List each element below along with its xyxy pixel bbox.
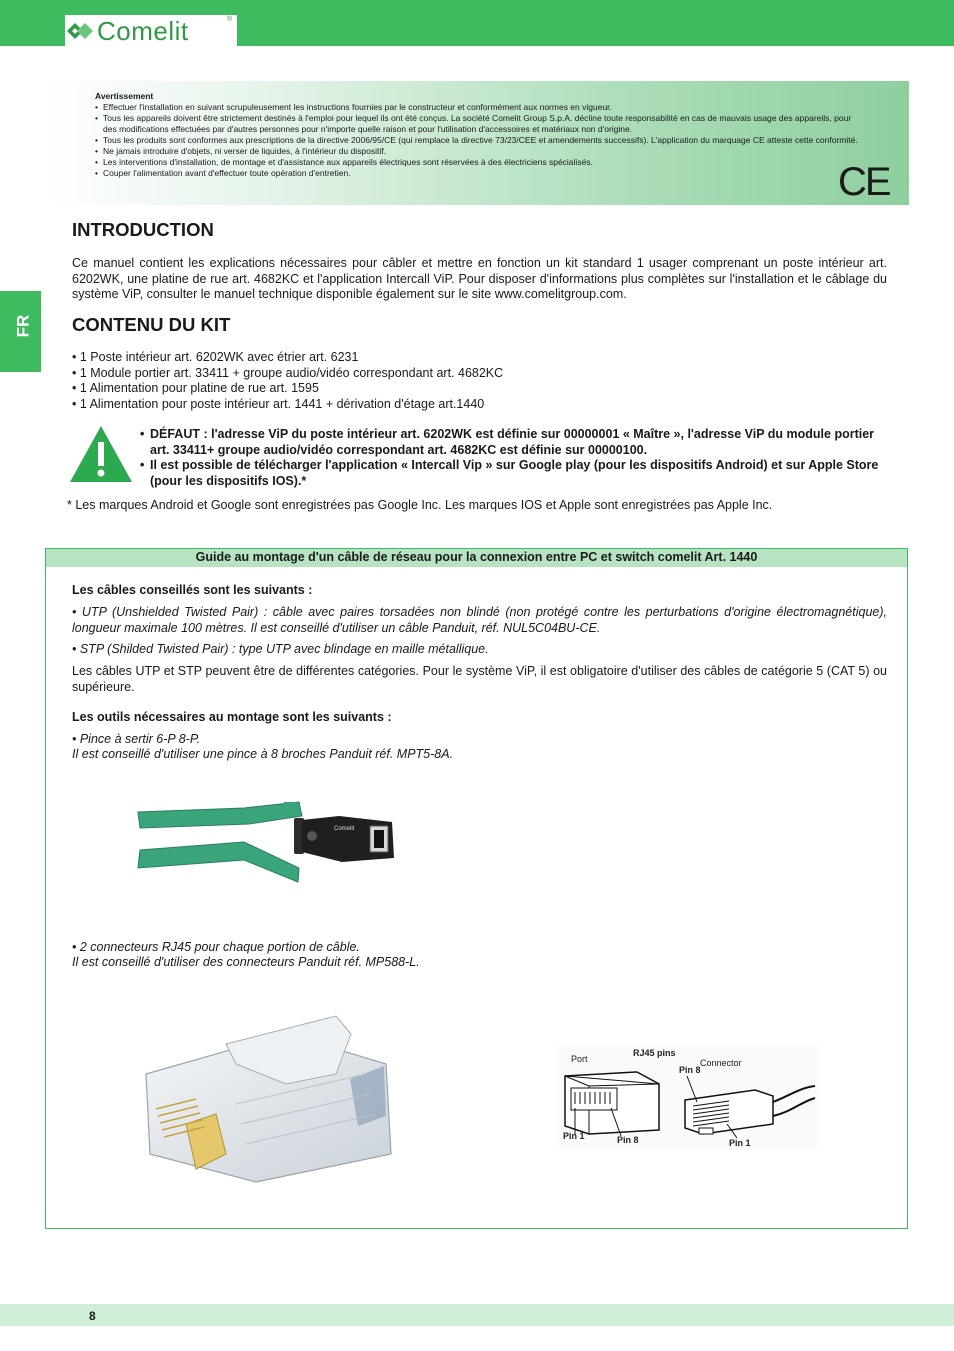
logo-mark-icon [67, 20, 97, 42]
kit-item: • 1 Poste intérieur art. 6202WK avec étrier art. 6231 [72, 350, 359, 364]
intro-title: INTRODUCTION [72, 219, 214, 240]
ce-mark: CE [838, 160, 890, 204]
diagram-title: RJ45 pins [633, 1048, 676, 1058]
diagram-pin1-left: Pin 1 [563, 1131, 585, 1141]
warning-item: • Ne jamais introduire d'objets, ni verser de liquides, à l'intérieur du dispositif. [95, 146, 865, 157]
diagram-connector-label: Connector [700, 1058, 742, 1068]
warning-item: • Tous les produits sont conformes aux prescriptions de la directive 2006/95/CE (qui remplace la directive 73/23/CEE et amendements successifs). L'application du marquage CE atteste cette conformité. [95, 135, 865, 146]
footer-bar [0, 1304, 954, 1326]
rj45-pin-diagram [559, 1044, 817, 1150]
alert-item: • Il est possible de télécharger l'application « Intercall Vip » sur Google play (pour les dispositifs Android) et sur Apple Store (pour les dispositifs IOS).* [140, 458, 890, 489]
crimp-line-1: • Pince à sertir 6-P 8-P. [72, 732, 201, 746]
tools-heading: Les outils nécessaires au montage sont les suivants : [72, 710, 392, 724]
diagram-pin1-right: Pin 1 [729, 1138, 751, 1148]
warning-list [95, 102, 865, 179]
kit-item: • 1 Module portier art. 33411 + groupe audio/vidéo correspondant art. 4682KC [72, 365, 504, 380]
diagram-pin8-top: Pin 8 [679, 1065, 701, 1075]
warning-title: Avertissement [95, 91, 154, 101]
warning-triangle-icon [68, 424, 134, 484]
rj45-connector-image [136, 1004, 396, 1184]
logo-registered: ® [227, 16, 233, 23]
stp-text: • STP (Shilded Twisted Pair) : type UTP avec blindage en maille métallique. [72, 642, 489, 656]
language-tab-label: FR [13, 314, 33, 338]
rj45-line-1: • 2 connecteurs RJ45 pour chaque portion de câble. [72, 940, 360, 954]
kit-title: CONTENU DU KIT [72, 314, 231, 335]
kit-list [72, 350, 503, 412]
crimp-line-2: Il est conseillé d'utiliser une pince à 8 broches Panduit réf. MPT5-8A. [72, 747, 454, 761]
rj45-line-2: Il est conseillé d'utiliser des connecteurs Panduit réf. MP588-L. [72, 955, 420, 969]
kit-item: • 1 Alimentation pour poste intérieur art. 1441 + dérivation d'étage art.1440 [72, 396, 485, 411]
language-tab [0, 291, 41, 372]
warning-item: • Effectuer l'installation en suivant scrupuleusement les instructions fournies par le constructeur et conformément aux normes en vigueur. [95, 102, 865, 113]
logo-text: Comelit [97, 16, 189, 46]
guide-title: Guide au montage d'un câble de réseau pour la connexion entre PC et switch comelit Art. 1440 [195, 550, 758, 564]
kit-item: • 1 Alimentation pour platine de rue art. 1595 [72, 381, 319, 396]
crimping-tool-image [134, 798, 398, 886]
warning-item: • Les interventions d'installation, de montage et d'assistance aux appareils électriques sont réservées à des électriciens spécialisés. [95, 157, 865, 168]
page-number: 8 [89, 1309, 96, 1323]
footnote: * Les marques Android et Google sont enregistrées pas Google Inc. Les marques IOS et Apple sont enregistrées pas Apple Inc. [67, 498, 773, 512]
warning-item: • Tous les appareils doivent être strictement destinés à l'emploi pour lequel ils ont été conçus. La société Comelit Group S.p.A. décline toute responsabilité en cas de mauvais usage des appareils, pour des modifications effectuées par d'autres personnes pour n'importe quelle raison et pour l'utilisation d'accessoires et matériaux non d'origine. [95, 113, 865, 135]
diagram-port-label: Port [571, 1054, 588, 1064]
utp-text: • UTP (Unshielded Twisted Pair) : câble avec paires torsadées non blindé (non protégé contre les perturbations d'origine électromagnétique), longueur maximale 100 mètres. Il est conseillé d'utiliser un câble Panduit, réf. NUL5C04BU-CE. [72, 605, 887, 635]
categories-text: Les câbles UTP et STP peuvent être de différentes catégories. Pour le système ViP, il est obligatoire d'utiliser des câbles de catégorie 5 (CAT 5) ou supérieure. [72, 664, 887, 694]
comelit-logo [65, 15, 237, 46]
alert-item: • DÉFAUT : l'adresse ViP du poste intérieur art. 6202WK est définie sur 00000001 « Maître », l'adresse ViP du module portier art. 33411+ groupe audio/vidéo correspondant art. 4682KC est définie sur 00000100. [140, 427, 890, 458]
alert-list [140, 427, 890, 489]
diagram-pin8-left: Pin 8 [617, 1135, 639, 1145]
intro-text: Ce manuel contient les explications nécessaires pour câbler et mettre en fonction un kit standard 1 usager comprenant un poste intérieur art. 6202WK, une platine de rue art. 4682KC et l'application Intercall ViP. Pour disposer d'informations plus complètes sur l'installation et le câblage du système ViP, consulter le manuel technique disponible également sur le site www.comelitgroup.com. [72, 256, 887, 301]
warning-item: • Couper l'alimentation avant d'effectuer toute opération d'entretien. [95, 168, 865, 179]
cables-heading: Les câbles conseillés sont les suivants : [72, 583, 313, 597]
tool-brand-label: Comelit [334, 826, 355, 832]
